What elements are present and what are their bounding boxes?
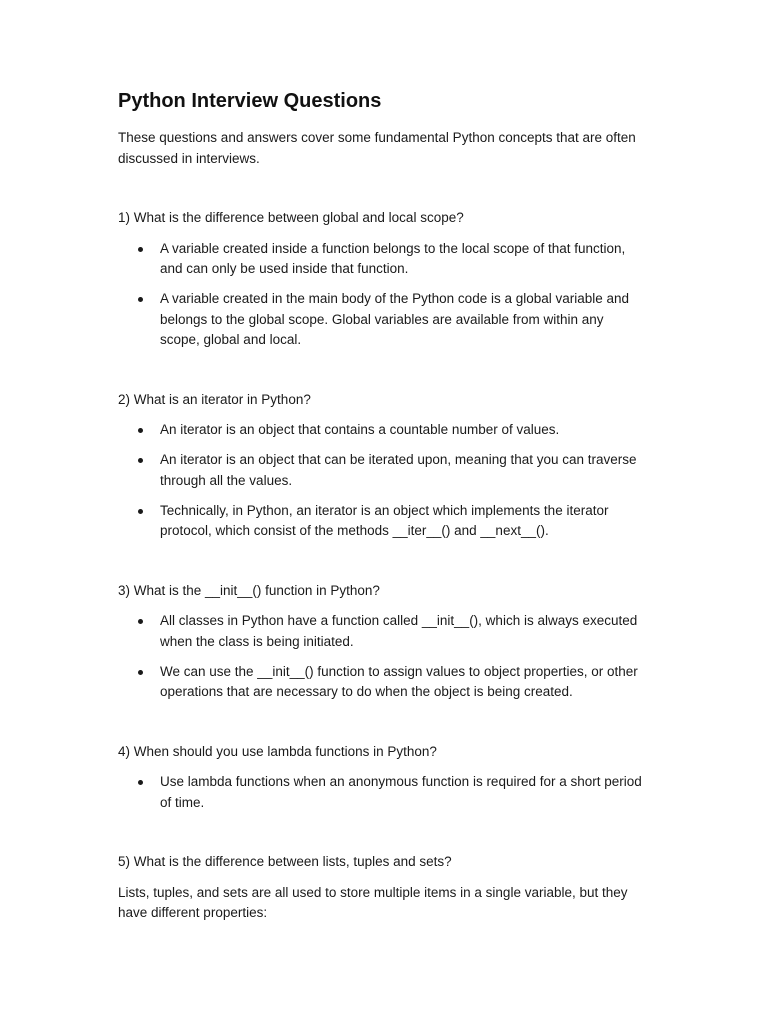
- list-item-text: We can use the __init__() function to assign values to object properties, or other operations that are necessary to do when the object is being created.: [160, 663, 638, 699]
- document-title: Python Interview Questions: [118, 90, 382, 112]
- list-item: [118, 772, 650, 813]
- bullet-icon: [138, 670, 143, 675]
- list-item: [118, 289, 650, 351]
- list-item: [118, 450, 650, 491]
- bullet-icon: [138, 247, 143, 252]
- list-item: [118, 662, 650, 703]
- list-item-text: An iterator is an object that contains a countable number of values.: [160, 422, 560, 437]
- answer-list-4: [118, 772, 650, 813]
- list-item: [118, 501, 650, 542]
- question-4: 4) When should you use lambda functions in Python?: [118, 743, 437, 759]
- bullet-icon: [138, 780, 143, 785]
- list-item-text: An iterator is an object that can be iterated upon, meaning that you can traverse through all the values.: [160, 452, 637, 488]
- answer-list-3: [118, 611, 650, 703]
- question-2: 2) What is an iterator in Python?: [118, 391, 311, 407]
- list-item-text: Technically, in Python, an iterator is an object which implements the iterator protocol, which consist of the methods __iter__() and __next__().: [160, 502, 609, 538]
- question-5-paragraph: Lists, tuples, and sets are all used to store multiple items in a single variable, but they have different properties:: [118, 884, 628, 920]
- list-item-text: A variable created inside a function belongs to the local scope of that function, and can only be used inside that function.: [160, 240, 626, 276]
- question-5: 5) What is the difference between lists, tuples and sets?: [118, 854, 452, 869]
- list-item: [118, 239, 650, 280]
- list-item: [118, 420, 650, 441]
- intro-paragraph: These questions and answers cover some fundamental Python concepts that are often discussed in interviews.: [118, 130, 636, 166]
- bullet-icon: [138, 428, 143, 433]
- bullet-icon: [138, 458, 143, 463]
- bullet-icon: [138, 297, 143, 302]
- answer-list-2: [118, 420, 650, 542]
- list-item-text: A variable created in the main body of the Python code is a global variable and belongs to the global scope. Global variables are available from within any scope, global and local.: [160, 291, 630, 347]
- list-item-text: All classes in Python have a function called __init__(), which is always executed when the class is being initiated.: [160, 613, 638, 649]
- bullet-icon: [138, 509, 143, 514]
- list-item-text: Use lambda functions when an anonymous function is required for a short period of time.: [160, 774, 642, 810]
- question-3: 3) What is the __init__() function in Python?: [118, 582, 380, 598]
- answer-list-1: [118, 239, 650, 351]
- question-1: 1) What is the difference between global and local scope?: [118, 210, 464, 225]
- bullet-icon: [138, 619, 143, 624]
- list-item: [118, 611, 650, 652]
